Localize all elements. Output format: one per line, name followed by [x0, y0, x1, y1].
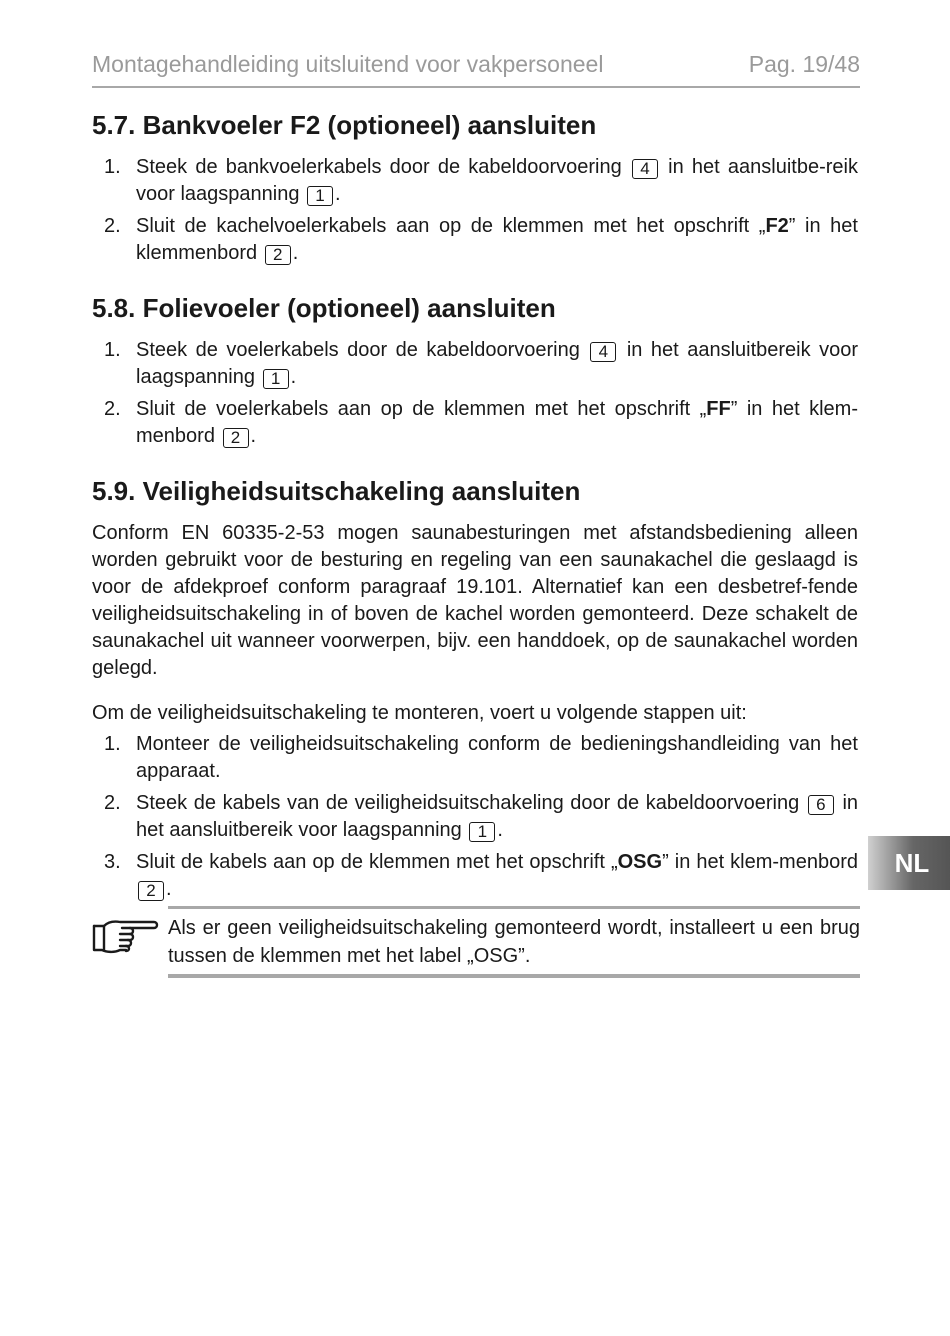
step-text: ” in het klem-menbord [136, 398, 858, 447]
body-paragraph: Conform EN 60335-2-53 mogen saunabesturingen met afstandsbediening alleen worden gebruikt voor de besturing en regeling van een saunakachel die geslaagd is voor de afdekproef conform paragraaf 19.101. Alternatief kan een desbetref-fende veiligheidsuitschakeling in of boven de kachel worden gemonteerd. Deze schakelt de saunakachel uit wanneer voorwerpen, bijv. een handdoek, op de saunakachel worden gelegd. [92, 522, 858, 679]
section-heading: 5.9. Veiligheidsuitschakeling aansluiten [92, 476, 581, 506]
step-text: in het aansluitbereik voor laagspanning [136, 792, 859, 841]
step-text: Sluit de kabels aan op de klemmen met het opschrift „ [136, 851, 618, 873]
reference-box: 2 [138, 881, 164, 901]
section-heading: 5.7. Bankvoeler F2 (optioneel) aansluiten [92, 110, 597, 140]
step-text: Sluit de kachelvoelerkabels aan op de klemmen met het opschrift „ [136, 215, 766, 237]
list-item [92, 213, 858, 267]
step-number: 1. [104, 339, 121, 361]
note-text: Als er geen veiligheidsuitschakeling gemonteerd wordt, installeert u een brug tussen de klemmen met het label „OSG”. [168, 917, 860, 967]
step-list [92, 337, 858, 450]
step-number: 2. [104, 792, 121, 814]
steps-intro: Om de veiligheidsuitschakeling te monteren, voert u volgende stappen uit: [92, 702, 747, 724]
terminal-label: F2 [765, 215, 789, 237]
step-text: Steek de bankvoelerkabels door de kabeldoorvoering [136, 156, 622, 178]
step-text: ” in het klem-menbord [662, 851, 858, 873]
step-text: in het aansluitbe-reik voor laagspanning [136, 156, 858, 205]
step-number: 1. [104, 733, 121, 755]
terminal-label: FF [706, 398, 731, 420]
list-item [92, 396, 858, 450]
list-item [92, 790, 858, 844]
section-5-9 [92, 474, 858, 903]
reference-box: 1 [307, 186, 333, 206]
note-top-rule [168, 906, 860, 909]
section-heading: 5.8. Folievoeler (optioneel) aansluiten [92, 293, 556, 323]
list-item [92, 731, 858, 785]
page-header [92, 48, 860, 88]
step-text: . [290, 366, 297, 388]
step-list [92, 154, 858, 267]
reference-box: 2 [265, 245, 291, 265]
list-item [92, 154, 858, 208]
step-text: ” in het klemmenbord [136, 215, 858, 264]
section-5-7 [92, 108, 858, 267]
pointing-hand-icon [92, 916, 160, 956]
language-tab: NL [868, 836, 950, 890]
step-text: Sluit de voelerkabels aan op de klemmen met het opschrift „ [136, 398, 707, 420]
reference-box: 4 [632, 159, 658, 179]
step-text: Steek de kabels van de veiligheidsuitschakeling door de kabeldoorvoering [136, 792, 800, 814]
step-number: 1. [104, 156, 121, 178]
page-content [92, 108, 858, 927]
step-text: . [335, 183, 341, 205]
step-text: in het aansluitbereik voor laagspanning [136, 339, 859, 388]
step-number: 2. [104, 398, 121, 420]
reference-box: 1 [263, 369, 289, 389]
step-text: Steek de voelerkabels door de kabeldoorvoering [136, 339, 580, 361]
header-title: Montagehandleiding uitsluitend voor vakpersoneel [92, 51, 604, 77]
terminal-label: OSG [617, 851, 663, 873]
list-item [92, 849, 858, 903]
reference-box: 4 [590, 342, 616, 362]
step-number: 3. [104, 851, 121, 873]
note-bottom-rule [168, 974, 860, 978]
section-5-8 [92, 291, 858, 450]
step-text: . [166, 878, 172, 900]
reference-box: 6 [808, 795, 834, 815]
step-text: Monteer de veiligheidsuitschakeling conform de bedieningshandleiding van het apparaat. [136, 733, 858, 782]
step-text: . [497, 819, 503, 841]
step-text: . [292, 242, 299, 264]
step-number: 2. [104, 215, 121, 237]
step-list [92, 731, 858, 903]
page-number: Pag. 19/48 [748, 51, 860, 77]
reference-box: 2 [223, 428, 249, 448]
step-text: . [250, 425, 257, 447]
reference-box: 1 [469, 822, 495, 842]
list-item [92, 337, 858, 391]
